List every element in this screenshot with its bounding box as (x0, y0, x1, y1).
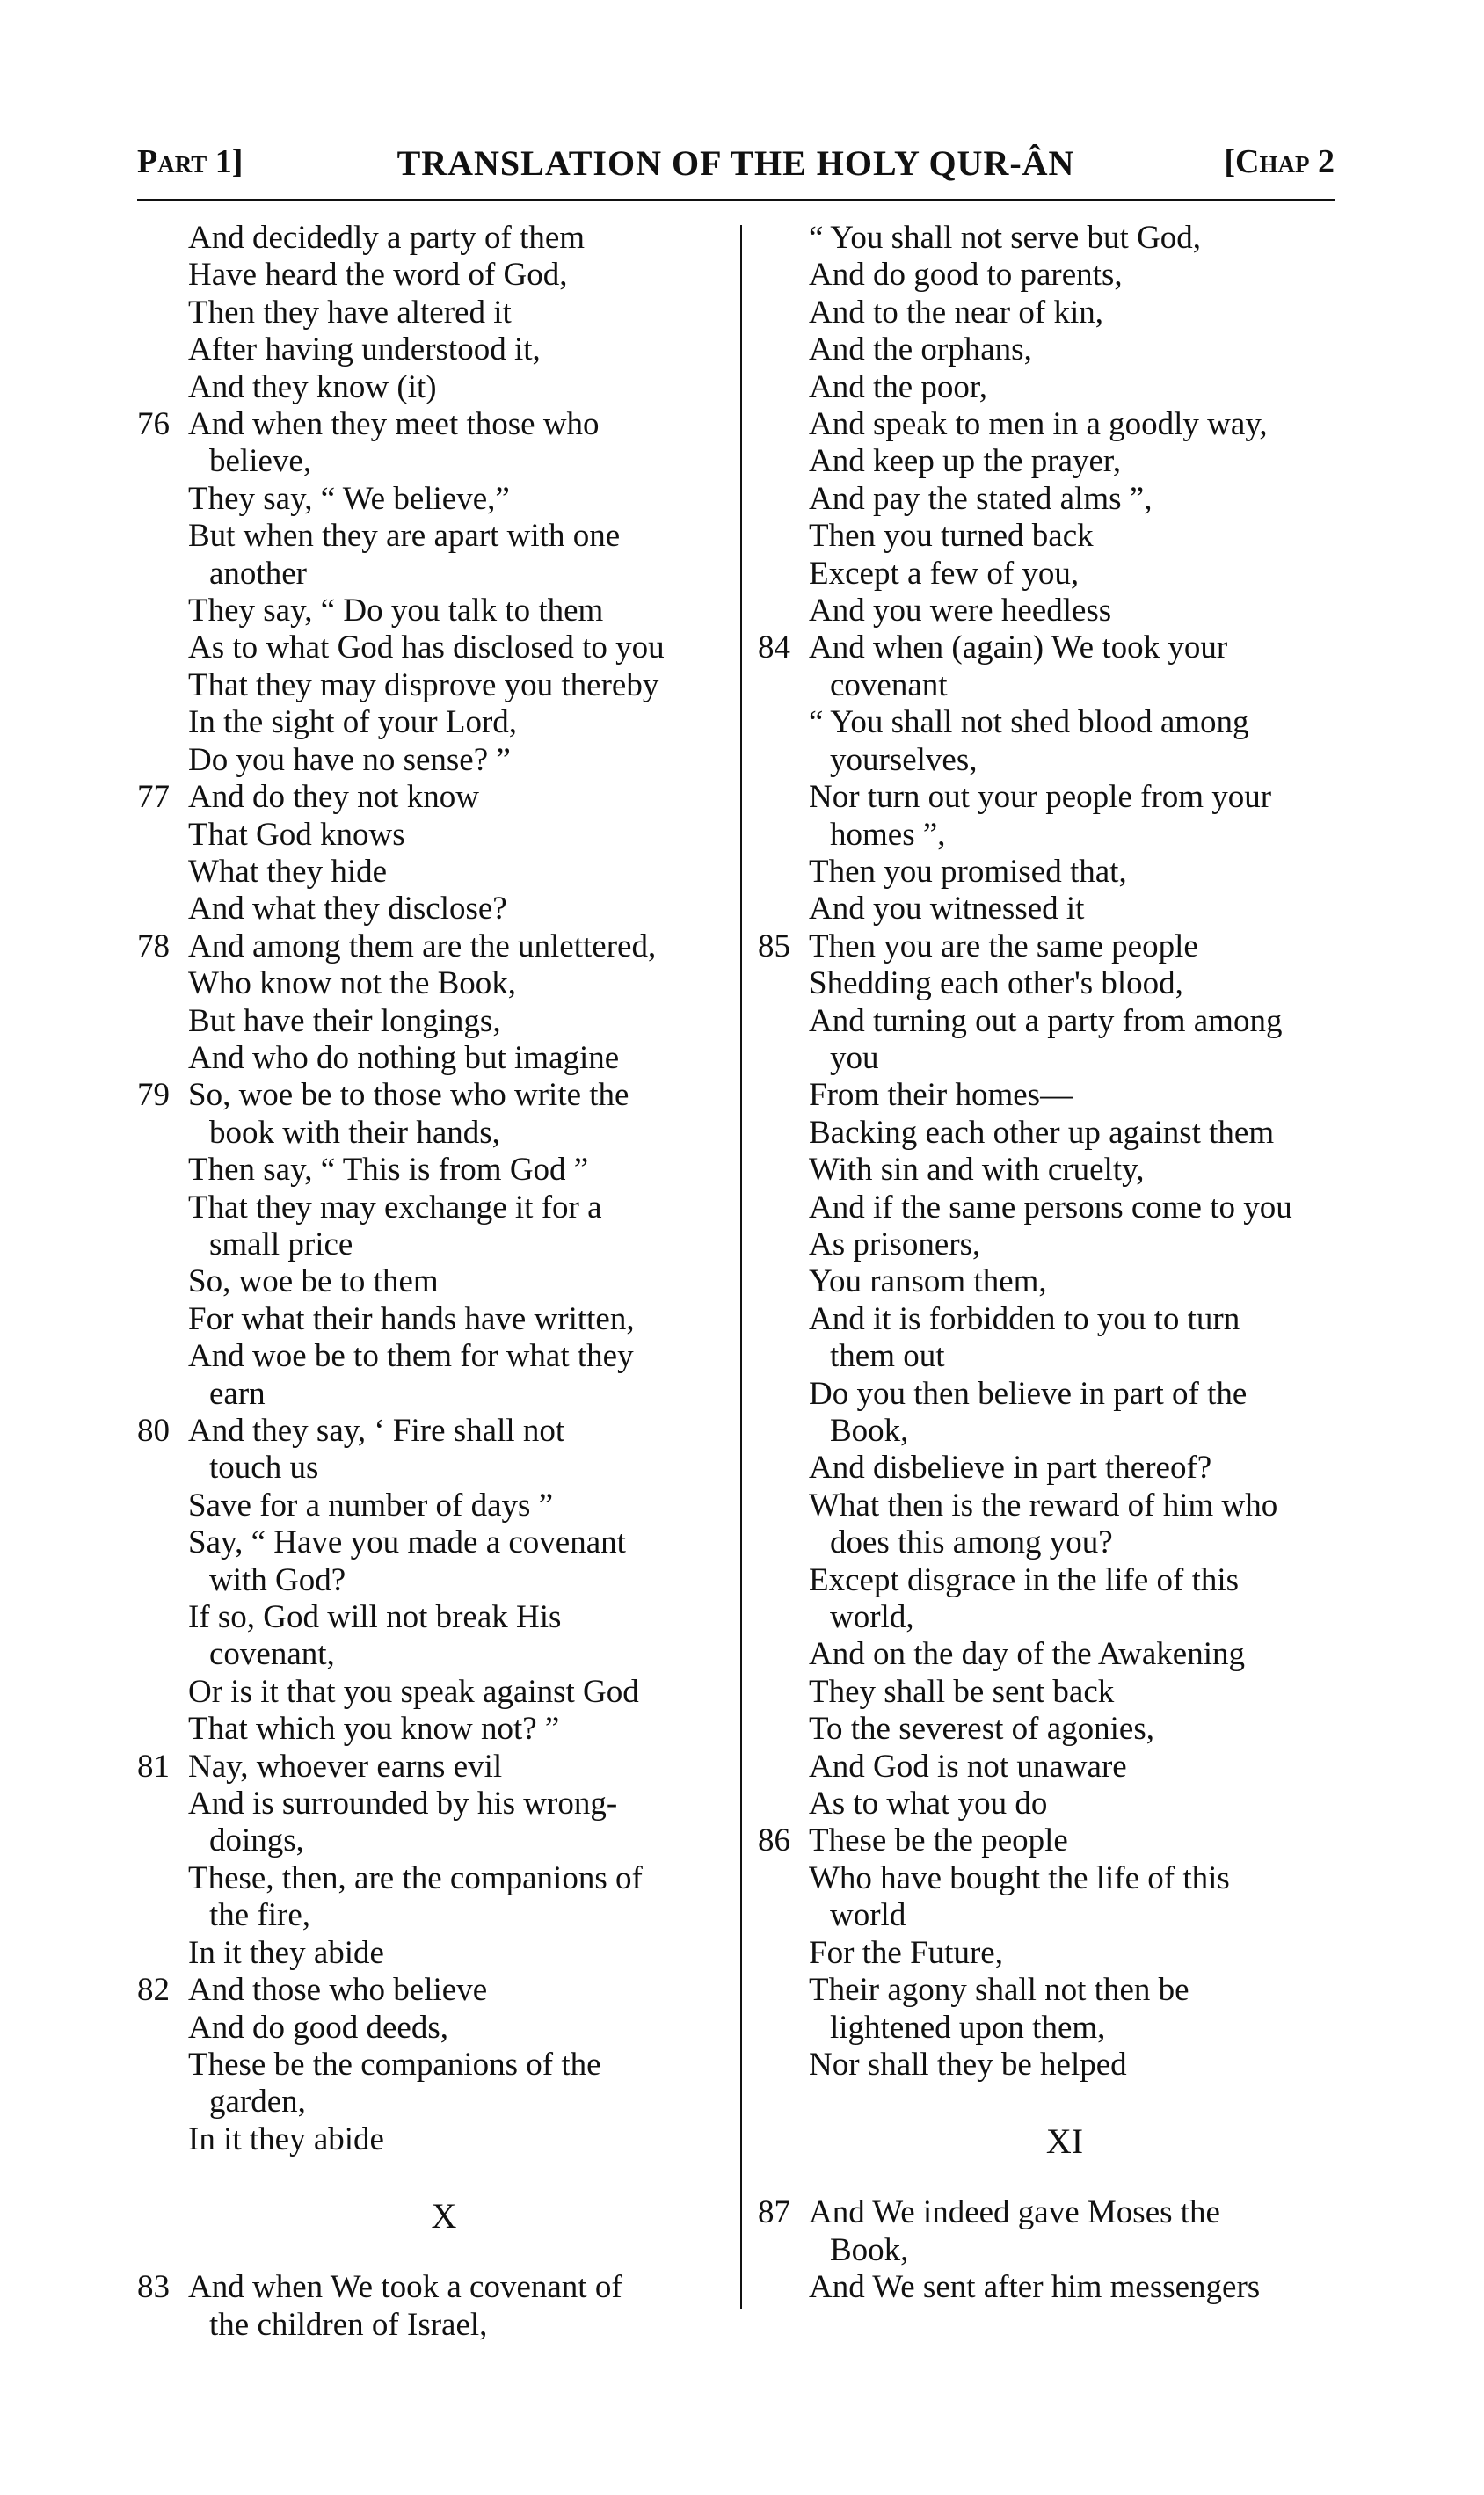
verse-line (137, 518, 700, 555)
verse-text: “ You shall not shed blood among (809, 704, 1249, 741)
verse-line (137, 965, 700, 1002)
verse-line (137, 2047, 700, 2084)
verse-text: touch us (209, 1450, 319, 1487)
verse-text: Except a few of you, (809, 555, 1080, 592)
verse-line (137, 928, 700, 965)
verse-text: Have heard the word of God, (188, 257, 568, 294)
verse-number: 86 (758, 1822, 790, 1859)
verse-line (137, 295, 700, 331)
verse-line (758, 2269, 1320, 2306)
verse-line (758, 1860, 1320, 1897)
running-header (137, 142, 1335, 192)
verse-line (758, 1040, 1320, 1077)
verse-line (137, 1003, 700, 1040)
verse-text: As prisoners, (809, 1226, 981, 1262)
verse-line (758, 1674, 1320, 1711)
verse-line (758, 369, 1320, 406)
verse-text: You ransom them, (809, 1263, 1047, 1300)
section-heading-xi: XI (1045, 2121, 1084, 2162)
verse-line (758, 518, 1320, 555)
verse-line (758, 1450, 1320, 1487)
verse-text: Then they have altered it (188, 294, 512, 331)
verse-line (137, 556, 700, 593)
verse-text: And disbelieve in part thereof? (809, 1450, 1212, 1487)
verse-line (758, 1897, 1320, 1934)
verse-line (137, 1115, 700, 1152)
verse-text: book with their hands, (209, 1114, 500, 1151)
verse-line (137, 1897, 700, 1934)
verse-line (758, 593, 1320, 629)
verse-line (758, 1263, 1320, 1300)
verse-text: Backing each other up against them (809, 1114, 1275, 1151)
verse-text: For what their hands have written, (188, 1300, 635, 1337)
verse-line (758, 556, 1320, 593)
verse-line (137, 779, 700, 816)
verse-line (137, 1972, 700, 2009)
verse-line (758, 1636, 1320, 1673)
verse-text: Book, (830, 1413, 909, 1449)
right-verse-block-1 (758, 220, 1320, 2084)
chapter-label: [Chap 2 (1224, 143, 1335, 180)
verse-text: Shedding each other's blood, (809, 965, 1183, 1002)
verse-text: But have their longings, (188, 1002, 501, 1039)
verse-text: And the poor, (809, 368, 988, 405)
verse-text: Then you promised that, (809, 853, 1127, 890)
verse-line (137, 1040, 700, 1077)
verse-line (758, 1749, 1320, 1786)
verse-line (137, 1599, 700, 1636)
verse-line (758, 295, 1320, 331)
verse-text: In the sight of your Lord, (188, 704, 518, 741)
verse-text: covenant, (209, 1636, 335, 1673)
verse-line (137, 1413, 700, 1450)
verse-text: They say, “ Do you talk to them (188, 593, 604, 629)
verse-text: In it they abide (188, 1934, 384, 1971)
section-heading-x: X (431, 2196, 457, 2237)
verse-number: 85 (758, 927, 790, 964)
header-rule (137, 199, 1335, 201)
verse-line (137, 2307, 700, 2344)
verse-text: As to what you do (809, 1786, 1048, 1822)
verse-line (758, 817, 1320, 854)
verse-line (137, 257, 700, 294)
verse-number: 82 (137, 1972, 170, 2009)
verse-text: homes ”, (830, 816, 946, 853)
verse-text: Then say, “ This is from God ” (188, 1152, 589, 1189)
verse-line (758, 629, 1320, 666)
verse-text: And God is not unaware (809, 1748, 1127, 1785)
verse-line (758, 1338, 1320, 1375)
verse-text: And speak to men in a goodly way, (809, 406, 1268, 443)
verse-text: And decidedly a party of them (188, 220, 586, 256)
verse-line (137, 1189, 700, 1226)
left-verse-block-1 (137, 220, 700, 2158)
verse-text: And woe be to them for what they (188, 1338, 634, 1375)
verse-text: And it is forbidden to you to turn (809, 1300, 1240, 1337)
left-verse-block-2 (137, 2269, 700, 2344)
verse-number: 84 (758, 629, 790, 666)
verse-line (758, 1972, 1320, 2009)
verse-line (758, 1711, 1320, 1748)
verse-line (758, 1413, 1320, 1450)
verse-text: And turning out a party from among (809, 1002, 1283, 1039)
verse-line (758, 854, 1320, 891)
verse-text: covenant (830, 666, 948, 703)
verse-line (758, 1301, 1320, 1338)
verse-line (137, 2084, 700, 2120)
verse-text: And do good deeds, (188, 2009, 448, 2046)
verse-line (758, 2232, 1320, 2269)
verse-text: the fire, (209, 1897, 311, 1934)
verse-number: 76 (137, 406, 170, 443)
verse-text: And when We took a covenant of (188, 2269, 622, 2306)
verse-text: Nor turn out your people from your (809, 779, 1272, 816)
verse-line (758, 965, 1320, 1002)
verse-line (137, 1674, 700, 1711)
verse-text: Do you then believe in part of the (809, 1375, 1248, 1412)
verse-line (137, 406, 700, 443)
verse-text: Save for a number of days ” (188, 1487, 554, 1524)
verse-text: world, (830, 1599, 914, 1636)
verse-number: 87 (758, 2194, 790, 2231)
verse-line (137, 1450, 700, 1487)
verse-text: you (830, 1039, 879, 1076)
verse-line (137, 704, 700, 741)
verse-line (137, 629, 700, 666)
verse-line (137, 1711, 700, 1748)
verse-text: And to the near of kin, (809, 294, 1103, 331)
verse-line (758, 1152, 1320, 1189)
verse-line (758, 220, 1320, 257)
verse-line (137, 1562, 700, 1599)
verse-text: And among them are the unlettered, (188, 927, 657, 964)
verse-line (137, 667, 700, 704)
verse-text: In it they abide (188, 2120, 384, 2157)
verse-line (758, 1077, 1320, 1114)
verse-text: And We sent after him messengers (809, 2269, 1261, 2306)
verse-text: From their homes— (809, 1077, 1073, 1114)
verse-line (758, 1115, 1320, 1152)
verse-text: And keep up the prayer, (809, 443, 1122, 480)
verse-text: What they hide (188, 853, 388, 890)
verse-line (758, 2047, 1320, 2084)
verse-text: And you were heedless (809, 593, 1112, 629)
verse-text: lightened upon them, (830, 2009, 1106, 2046)
verse-line (758, 1599, 1320, 1636)
part-label: Part 1] (137, 143, 244, 180)
verse-text: earn (209, 1375, 266, 1412)
verse-text: To the severest of agonies, (809, 1711, 1154, 1748)
verse-line (758, 1786, 1320, 1822)
section-spacer (137, 2237, 700, 2269)
verse-text: Who know not the Book, (188, 965, 517, 1002)
verse-line (758, 928, 1320, 965)
verse-text: Book, (830, 2231, 909, 2268)
verse-line (137, 1152, 700, 1189)
verse-number: 77 (137, 779, 170, 816)
verse-text: doings, (209, 1822, 304, 1859)
verse-line (758, 1822, 1320, 1859)
verse-text: And they say, ‘ Fire shall not (188, 1413, 565, 1449)
verse-line (137, 1077, 700, 1114)
verse-line (758, 742, 1320, 779)
page-title: TRANSLATION OF THE HOLY QUR-ÂN (396, 143, 1075, 183)
verse-text: And when (again) We took your (809, 629, 1228, 666)
verse-line (137, 1488, 700, 1524)
verse-text: garden, (209, 2084, 306, 2120)
verse-line (137, 1263, 700, 1300)
verse-text: “ You shall not serve but God, (809, 220, 1202, 256)
verse-text: These be the companions of the (188, 2046, 601, 2083)
verse-text: With sin and with cruelty, (809, 1152, 1145, 1189)
verse-number: 79 (137, 1077, 170, 1114)
verse-text: another (209, 555, 307, 592)
verse-line (137, 481, 700, 518)
verse-text: What then is the reward of him who (809, 1487, 1278, 1524)
verse-text: But when they are apart with one (188, 518, 621, 555)
verse-text: Do you have no sense? ” (188, 741, 511, 778)
verse-text: And when they meet those who (188, 406, 600, 443)
verse-text: Or is it that you speak against God (188, 1673, 639, 1710)
verse-line (137, 1786, 700, 1822)
verse-text: with God? (209, 1561, 346, 1598)
verse-text: Say, “ Have you made a covenant (188, 1524, 626, 1561)
verse-text: They shall be sent back (809, 1673, 1115, 1710)
verse-number: 80 (137, 1413, 170, 1449)
verse-text: After having understood it, (188, 331, 541, 368)
verse-text: small price (209, 1226, 353, 1262)
verse-line (137, 2010, 700, 2047)
verse-line (758, 1189, 1320, 1226)
verse-text: yourselves, (830, 741, 978, 778)
verse-text: And you witnessed it (809, 891, 1085, 927)
verse-text: And is surrounded by his wrong- (188, 1786, 618, 1822)
verse-text: They say, “ We believe,” (188, 480, 510, 517)
verse-line (758, 704, 1320, 741)
verse-line (758, 1376, 1320, 1413)
verse-line (137, 1749, 700, 1786)
verse-line (137, 1338, 700, 1375)
verse-line (137, 817, 700, 854)
verse-line (758, 1003, 1320, 1040)
right-column (758, 220, 1320, 2307)
verse-line (137, 593, 700, 629)
verse-text: them out (830, 1338, 945, 1375)
verse-text: And We indeed gave Moses the (809, 2194, 1220, 2231)
verse-line (758, 667, 1320, 704)
verse-text: So, woe be to them (188, 1263, 439, 1300)
verse-line (758, 257, 1320, 294)
verse-text: That God knows (188, 816, 405, 853)
column-divider (740, 225, 742, 2309)
verse-text: As to what God has disclosed to you (188, 629, 665, 666)
verse-text: And what they disclose? (188, 891, 507, 927)
verse-line (758, 406, 1320, 443)
verse-line (758, 891, 1320, 927)
verse-text: Nay, whoever earns evil (188, 1748, 503, 1785)
verse-line (758, 1488, 1320, 1524)
verse-line (758, 2194, 1320, 2231)
verse-line (137, 220, 700, 257)
section-spacer (758, 2084, 1320, 2120)
verse-text: So, woe be to those who write the (188, 1077, 629, 1114)
verse-text: Nor shall they be helped (809, 2046, 1127, 2083)
left-column (137, 220, 700, 2344)
verse-text: Then you turned back (809, 518, 1094, 555)
verse-line (758, 1562, 1320, 1599)
verse-text: Their agony shall not then be (809, 1972, 1189, 2009)
verse-text: That which you know not? ” (188, 1711, 560, 1748)
verse-line (137, 1822, 700, 1859)
verse-line (758, 331, 1320, 368)
verse-line (137, 891, 700, 927)
verse-line (758, 2010, 1320, 2047)
verse-text: And who do nothing but imagine (188, 1039, 620, 1076)
verse-text: Who have bought the life of this (809, 1859, 1230, 1896)
verse-line (137, 1636, 700, 1673)
verse-text: That they may disprove you thereby (188, 666, 659, 703)
verse-number: 78 (137, 927, 170, 964)
verse-line (137, 1524, 700, 1561)
verse-line (137, 1935, 700, 1972)
verse-text: And do they not know (188, 779, 479, 816)
verse-text: Except disgrace in the life of this (809, 1561, 1240, 1598)
verse-text: And those who believe (188, 1972, 488, 2009)
verse-text: For the Future, (809, 1934, 1003, 1971)
verse-text: world (830, 1897, 906, 1934)
verse-line (758, 481, 1320, 518)
verse-line (758, 1935, 1320, 1972)
verse-number: 83 (137, 2269, 170, 2306)
verse-text: does this among you? (830, 1524, 1113, 1561)
verse-line (137, 1860, 700, 1897)
verse-line (137, 2121, 700, 2158)
verse-text: If so, God will not break His (188, 1599, 562, 1636)
verse-number: 81 (137, 1748, 170, 1785)
verse-line (137, 1301, 700, 1338)
verse-line (758, 1226, 1320, 1263)
verse-text: And they know (it) (188, 368, 437, 405)
section-spacer (758, 2163, 1320, 2194)
verse-line (137, 2269, 700, 2306)
verse-line (758, 443, 1320, 480)
verse-text: And on the day of the Awakening (809, 1636, 1245, 1673)
verse-line (758, 779, 1320, 816)
verse-text: And if the same persons come to you (809, 1189, 1292, 1226)
verse-text: And do good to parents, (809, 257, 1123, 294)
verse-line (137, 443, 700, 480)
verse-text: believe, (209, 443, 312, 480)
verse-text: And pay the stated alms ”, (809, 480, 1153, 517)
verse-text: And the orphans, (809, 331, 1032, 368)
verse-text: the children of Israel, (209, 2306, 488, 2343)
verse-text: These be the people (809, 1822, 1068, 1859)
verse-line (137, 1226, 700, 1263)
verse-text: That they may exchange it for a (188, 1189, 602, 1226)
verse-line (137, 369, 700, 406)
right-verse-block-2 (758, 2194, 1320, 2306)
verse-line (137, 854, 700, 891)
verse-line (137, 1376, 700, 1413)
verse-line (137, 331, 700, 368)
verse-text: Then you are the same people (809, 927, 1198, 964)
section-spacer (137, 2158, 700, 2195)
verse-text: These, then, are the companions of (188, 1859, 643, 1896)
verse-line (758, 1524, 1320, 1561)
verse-line (137, 742, 700, 779)
